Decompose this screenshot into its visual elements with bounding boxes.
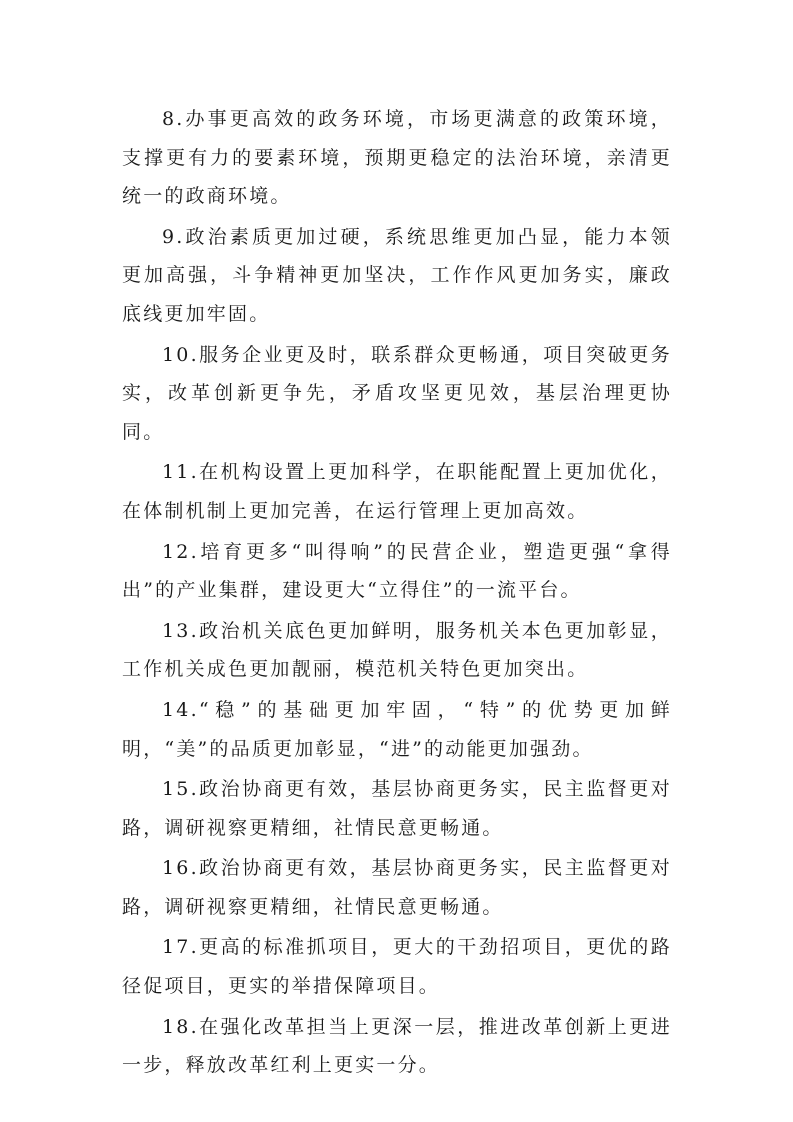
paragraph-10: 10.服务企业更及时，联系群众更畅通，项目突破更务实，改革创新更争先，矛盾攻坚更见效，基层治理更协同。 — [122, 343, 672, 443]
paragraph-15: 15.政治协商更有效，基层协商更务实，民主监督更对路，调研视察更精细，社情民意更畅通。 — [122, 778, 672, 839]
paragraph-12: 12.培育更多“叫得响”的民营企业，塑造更强“拿得出”的产业集群，建设更大“立得住”的一流平台。 — [122, 540, 672, 602]
paragraph-11: 11.在机构设置上更加科学，在职能配置上更加优化，在体制机制上更加完善，在运行管理上更加高效。 — [122, 461, 672, 522]
paragraph-13: 13.政治机关底色更加鲜明，服务机关本色更加彰显，工作机关成色更加靓丽，模范机关特色更加突出。 — [122, 619, 672, 681]
paragraph-14: 14.“稳”的基础更加牢固，“特”的优势更加鲜明，“美”的品质更加彰显，“进”的动能更加强劲。 — [122, 698, 672, 760]
document-body — [122, 100, 672, 1087]
paragraph-9: 9.政治素质更加过硬，系统思维更加凸显，能力本领更加高强，斗争精神更加坚决，工作作风更加务实，廉政底线更加牢固。 — [122, 225, 672, 325]
paragraph-17: 17.更高的标准抓项目，更大的干劲招项目，更优的路径促项目，更实的举措保障项目。 — [122, 936, 672, 998]
paragraph-16: 16.政治协商更有效，基层协商更务实，民主监督更对路，调研视察更精细，社情民意更畅通。 — [122, 857, 672, 918]
paragraph-18: 18.在强化改革担当上更深一层，推进改革创新上更进一步，释放改革红利上更实一分。 — [122, 1015, 672, 1077]
paragraph-8: 8.办事更高效的政务环境，市场更满意的政策环境，支撑更有力的要素环境，预期更稳定的法治环境，亲清更统一的政商环境。 — [122, 108, 672, 208]
